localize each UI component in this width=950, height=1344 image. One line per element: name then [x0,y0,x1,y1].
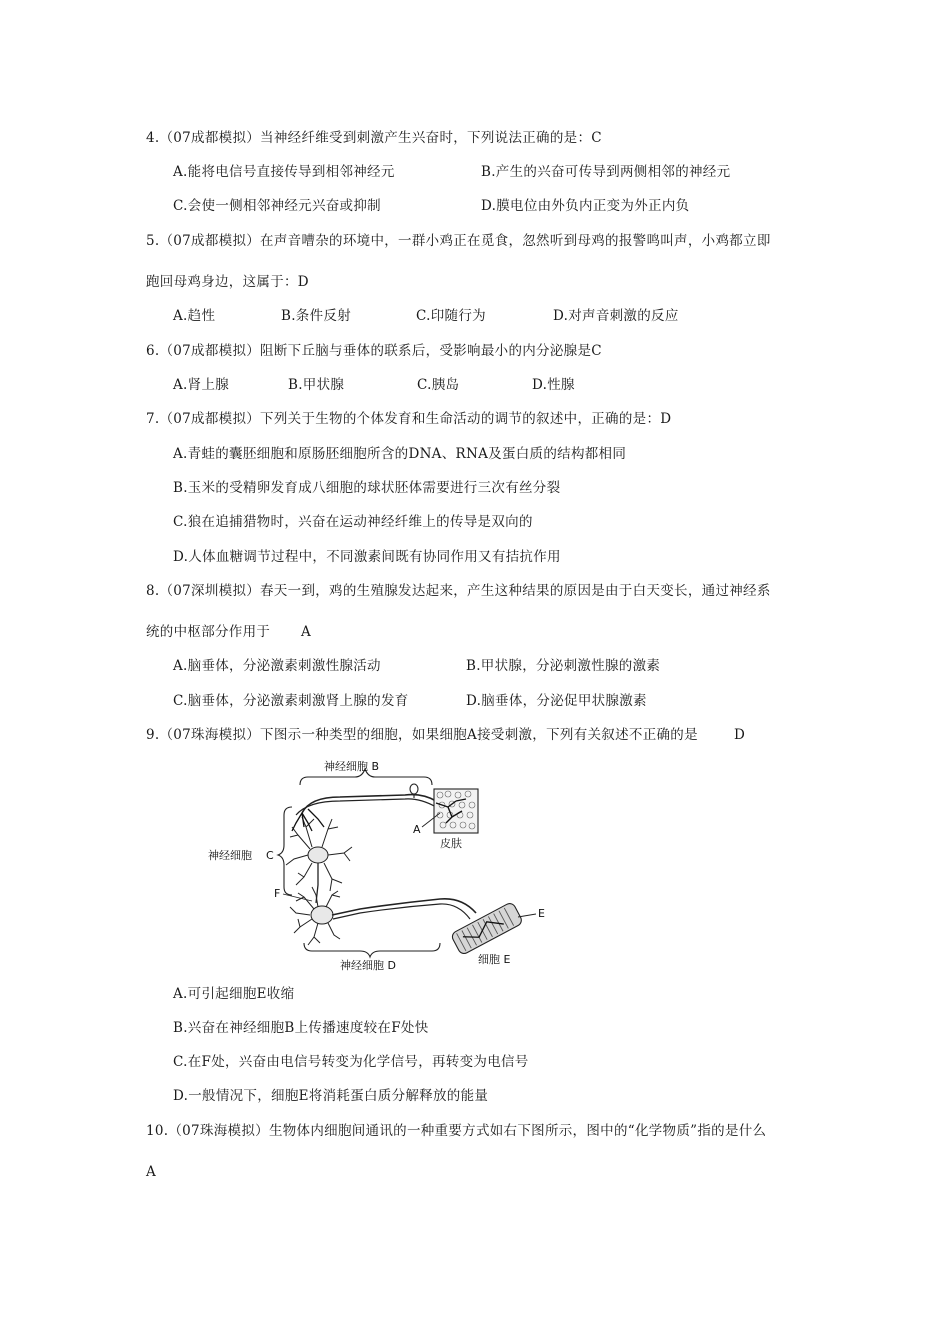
label-a: A [413,823,421,836]
q4-option-d: D.膜电位由外负内正变为外正内负 [481,198,690,214]
label-neuron-d: 神经细胞 D [340,959,396,972]
label-cell-e: 细胞 E [478,953,511,966]
q10-answer: A [146,1164,157,1180]
q6-option-b: B.甲状腺 [288,377,345,393]
neuron-d [290,887,340,945]
q8-stem-line1: 8.（07深圳模拟）春天一到，鸡的生殖腺发达起来，产生这种结果的原因是由于白天变长，通过神经系 [146,583,771,599]
q9-option-b: B.兴奋在神经细胞B上传播速度较在F处快 [173,1020,429,1036]
q7-option-b: B.玉米的受精卵发育成八细胞的球状胚体需要进行三次有丝分裂 [173,480,561,496]
q5-option-c: C.印随行为 [416,308,486,324]
q6-option-a: A.肾上腺 [173,377,230,393]
q8-answer: A [301,624,312,640]
q6-stem: 6.（07成都模拟）阻断下丘脑与垂体的联系后，受影响最小的内分泌腺是C [146,343,602,359]
q5-option-d: D.对声音刺激的反应 [553,308,679,324]
q4-option-c: C.会使一侧相邻神经元兴奋或抑制 [173,198,381,214]
q9-answer: D [734,727,746,743]
q6-option-d: D.性腺 [532,377,575,393]
q9-option-a: A.可引起细胞E收缩 [173,986,295,1002]
q5-option-a: A.趋性 [173,308,216,324]
q9-stem: 9.（07珠海模拟）下图示一种类型的细胞，如果细胞A接受刺激，下列有关叙述不正确的是 [146,727,698,743]
q7-stem: 7.（07成都模拟）下列关于生物的个体发育和生命活动的调节的叙述中，正确的是：D [146,411,672,427]
q7-option-d: D.人体血糖调节过程中，不同激素间既有协同作用又有拮抗作用 [173,549,561,565]
label-skin: 皮肤 [440,837,462,850]
q7-option-a: A.青蛙的囊胚细胞和原肠胚细胞所含的DNA、RNA及蛋白质的结构都相同 [173,446,627,462]
neuron-b-terminals [292,809,324,831]
label-c: C [266,849,274,862]
bracket-neuron-c [278,807,292,895]
neuron-diagram [200,757,560,972]
label-e: E [538,907,545,920]
neuron-b-fiber [302,795,436,813]
q7-option-c: C.狼在追捕猎物时，兴奋在运动神经纤维上的传导是双向的 [173,514,533,530]
q5-stem-line1: 5.（07成都模拟）在声音嘈杂的环境中，一群小鸡正在觅食，忽然听到母鸡的报警鸣叫声，小鸡都立即 [146,233,771,249]
q10-stem: 10.（07珠海模拟）生物体内细胞间通讯的一种重要方式如右下图所示，图中的“化学物质”指的是什么 [146,1123,767,1139]
q8-option-c: C.脑垂体，分泌激素刺激肾上腺的发育 [173,693,409,709]
q5-stem-line2: 跑回母鸡身边，这属于：D [146,274,309,290]
q5-option-b: B.条件反射 [281,308,352,324]
q4-option-a: A.能将电信号直接传导到相邻神经元 [173,164,395,180]
neuron-c [286,817,352,903]
neuron-b-fiber-2 [296,799,436,815]
label-neuron-c: 神经细胞 [208,849,252,862]
bracket-neuron-d [304,943,440,957]
q8-stem-line2: 统的中枢部分作用于 [146,624,271,640]
q9-option-c: C.在F处，兴奋由电信号转变为化学信号，再转变为电信号 [173,1054,529,1070]
label-neuron-b: 神经细胞 B [324,760,380,773]
q6-option-c: C.胰岛 [417,377,460,393]
pointer-e [518,914,536,917]
q4-stem: 4.（07成都模拟）当神经纤维受到刺激产生兴奋时，下列说法正确的是：C [146,130,602,146]
q8-option-b: B.甲状腺，分泌刺激性腺的激素 [466,658,661,674]
q8-option-d: D.脑垂体，分泌促甲状腺激素 [466,693,647,709]
neuron-d-axon-2 [333,904,470,919]
neuron-b-soma [410,784,418,794]
q4-option-b: B.产生的兴奋可传导到两侧相邻的神经元 [481,164,731,180]
q8-option-a: A.脑垂体，分泌激素刺激性腺活动 [173,658,381,674]
label-f: F [274,887,281,900]
q9-option-d: D.一般情况下，细胞E将消耗蛋白质分解释放的能量 [173,1088,489,1104]
